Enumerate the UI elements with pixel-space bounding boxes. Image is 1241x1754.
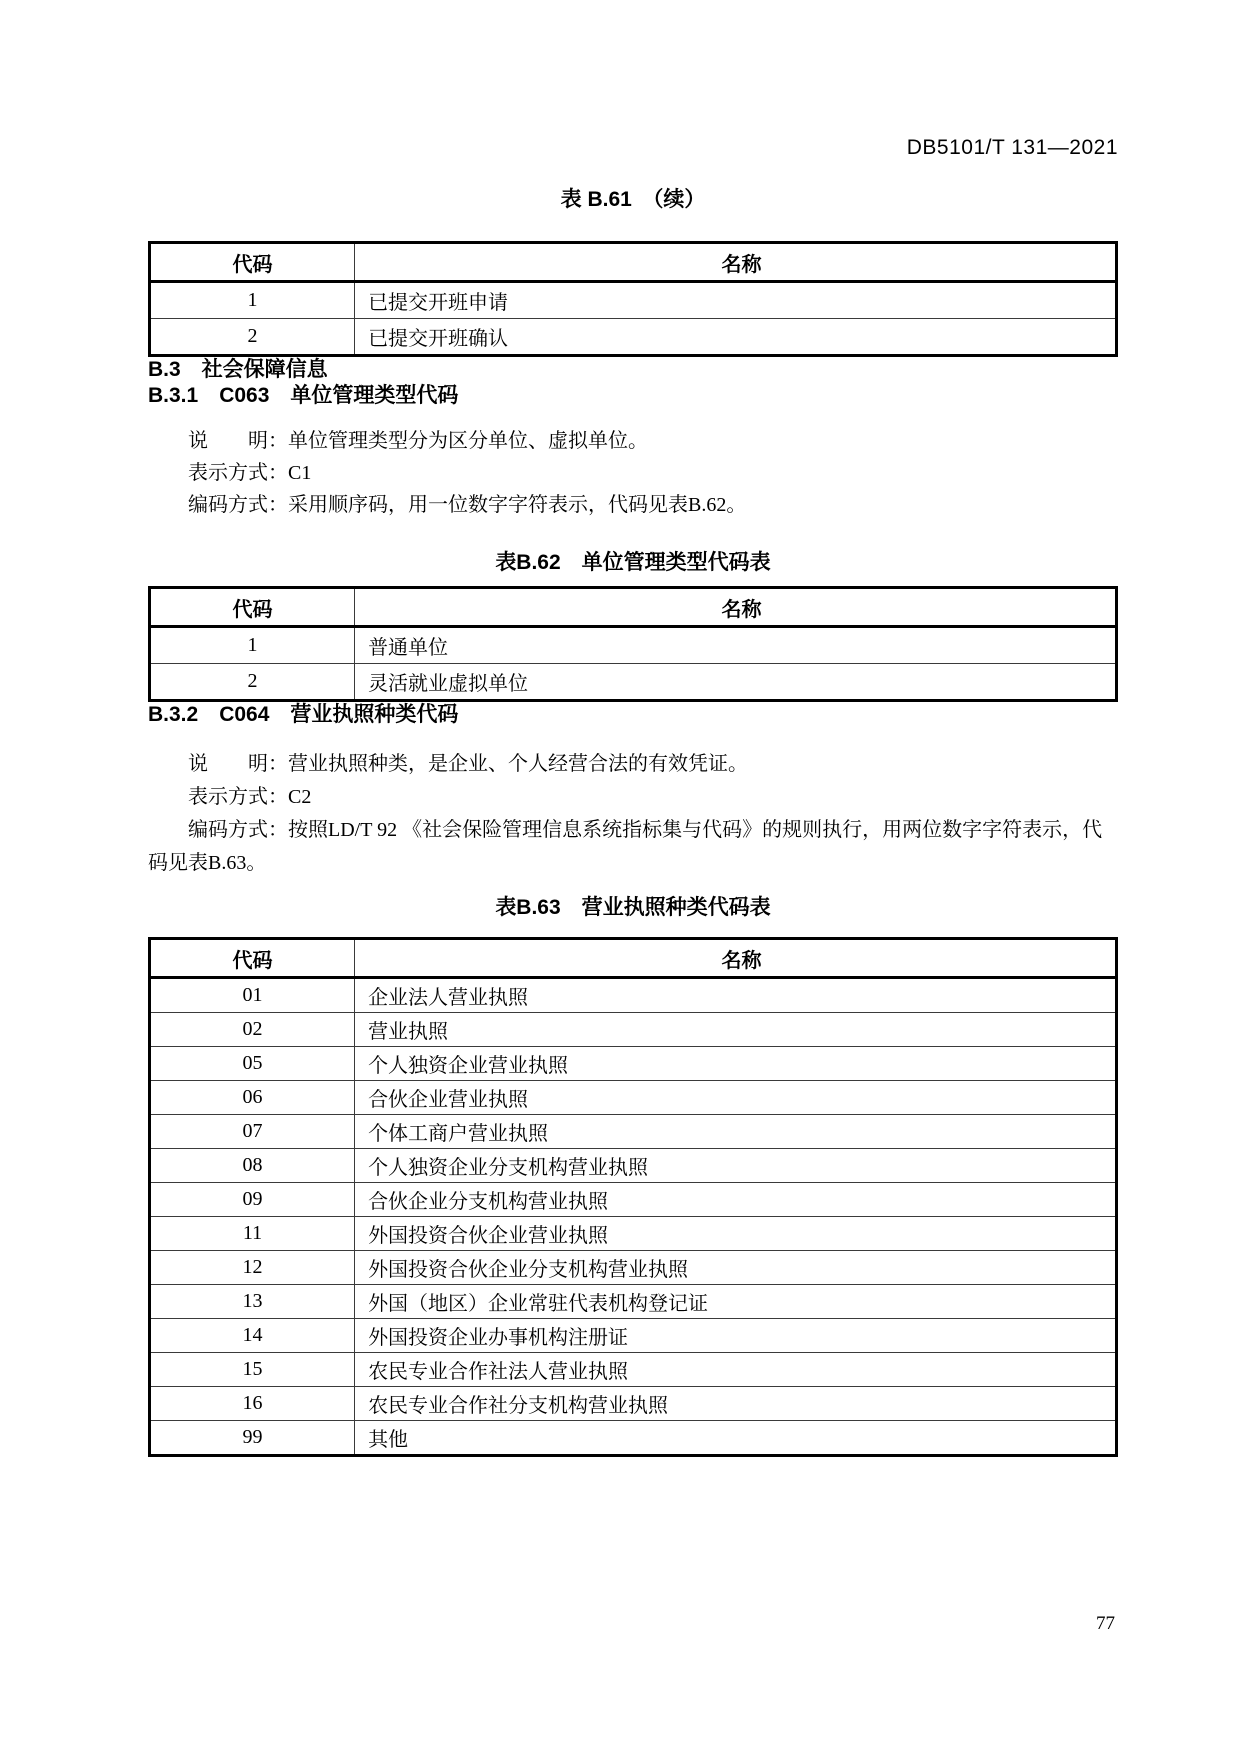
column-header-name: 名称 — [355, 588, 1117, 627]
table-row — [150, 664, 1117, 701]
name-cell: 农民专业合作社法人营业执照 — [355, 1353, 1117, 1387]
table-b62 — [148, 586, 1118, 702]
name-cell: 已提交开班确认 — [355, 319, 1117, 356]
page-number: 77 — [1096, 1613, 1115, 1634]
name-cell: 合伙企业分支机构营业执照 — [355, 1183, 1117, 1217]
table-row — [150, 319, 1117, 356]
table-b63-title: 表B.63 营业执照种类代码表 — [495, 896, 771, 919]
table-b62-title: 表B.62 单位管理类型代码表 — [495, 551, 771, 574]
paragraph-line: 表示方式：C2 — [188, 786, 312, 808]
table-header-row — [150, 243, 1117, 282]
code-cell: 13 — [150, 1285, 355, 1319]
table-row — [150, 1183, 1117, 1217]
name-cell: 个体工商户营业执照 — [355, 1115, 1117, 1149]
table-row — [150, 1319, 1117, 1353]
table-b61 — [148, 241, 1118, 357]
paragraph-line: 说 明：单位管理类型分为区分单位、虚拟单位。 — [188, 430, 648, 452]
name-cell: 农民专业合作社分支机构营业执照 — [355, 1387, 1117, 1421]
table-row — [150, 1217, 1117, 1251]
name-cell: 普通单位 — [368, 637, 449, 659]
section-b32-paragraphs — [148, 748, 1118, 880]
name-cell: 外国投资企业办事机构注册证 — [355, 1319, 1117, 1353]
section-heading-b31: B.3.1 C063 单位管理类型代码 — [148, 384, 459, 407]
code-cell: 09 — [150, 1183, 355, 1217]
code-cell: 11 — [150, 1217, 355, 1251]
paragraph-line: 编码方式：按照LD/T 92 《社会保险管理信息系统指标集与代码》的规则执行，用两位数字字符表示，代码见表B.63。 — [148, 819, 1103, 874]
paragraph-line: 表示方式：C1 — [188, 462, 312, 484]
table-row — [150, 282, 1117, 319]
code-cell: 07 — [150, 1115, 355, 1149]
document-code: DB5101/T 131—2021 — [906, 136, 1118, 159]
paragraph-line: 说 明：营业执照种类，是企业、个人经营合法的有效凭证。 — [188, 753, 748, 775]
code-cell: 2 — [150, 664, 355, 701]
table-row — [150, 1353, 1117, 1387]
table-row — [150, 1285, 1117, 1319]
column-header-code: 代码 — [150, 588, 355, 627]
name-cell: 个人独资企业营业执照 — [355, 1047, 1117, 1081]
name-cell: 灵活就业虚拟单位 — [355, 664, 1117, 701]
code-cell: 08 — [150, 1149, 355, 1183]
code-cell: 05 — [150, 1047, 355, 1081]
name-cell: 外国（地区）企业常驻代表机构登记证 — [355, 1285, 1117, 1319]
code-cell: 12 — [150, 1251, 355, 1285]
name-cell: 外国投资合伙企业分支机构营业执照 — [355, 1251, 1117, 1285]
table-row — [150, 1081, 1117, 1115]
code-cell: 02 — [150, 1013, 355, 1047]
name-cell: 外国投资合伙企业营业执照 — [355, 1217, 1117, 1251]
table-row — [150, 978, 1117, 1013]
table-header-row — [150, 939, 1117, 978]
table-b63-body — [150, 978, 1117, 1456]
table-row — [150, 1115, 1117, 1149]
table-row — [150, 1387, 1117, 1421]
name-cell: 合伙企业营业执照 — [355, 1081, 1117, 1115]
code-cell: 2 — [150, 319, 355, 356]
name-cell: 其他 — [355, 1421, 1117, 1456]
code-cell: 15 — [150, 1353, 355, 1387]
column-header-name: 名称 — [355, 939, 1117, 978]
table-b61-body — [150, 282, 1117, 356]
table-header-row — [150, 588, 1117, 627]
name-cell: 营业执照 — [355, 1013, 1117, 1047]
code-cell: 1 — [150, 282, 355, 319]
paragraph-line: 编码方式：采用顺序码，用一位数字字符表示，代码见表B.62。 — [188, 494, 747, 516]
table-b63 — [148, 937, 1118, 1457]
table-b62-body — [150, 627, 1117, 701]
name-cell: 企业法人营业执照 — [368, 987, 529, 1009]
table-b61-title: 表 B.61 （续） — [560, 188, 706, 211]
column-header-code: 代码 — [150, 243, 355, 282]
code-cell: 16 — [150, 1387, 355, 1421]
table-row — [150, 1047, 1117, 1081]
table-row — [150, 1251, 1117, 1285]
code-cell: 06 — [150, 1081, 355, 1115]
page-content — [148, 0, 1118, 1457]
column-header-code: 代码 — [150, 939, 355, 978]
table-row — [150, 1013, 1117, 1047]
section-b31-paragraphs — [148, 425, 1118, 521]
table-row — [150, 1149, 1117, 1183]
code-cell: 1 — [150, 627, 355, 664]
section-heading-b3: B.3 社会保障信息 — [148, 358, 328, 381]
table-row — [150, 627, 1117, 664]
code-cell: 14 — [150, 1319, 355, 1353]
column-header-name: 名称 — [355, 243, 1117, 282]
name-cell: 个人独资企业分支机构营业执照 — [355, 1149, 1117, 1183]
name-cell: 已提交开班申请 — [368, 292, 509, 314]
table-row — [150, 1421, 1117, 1456]
section-heading-b32: B.3.2 C064 营业执照种类代码 — [148, 703, 459, 726]
code-cell: 99 — [150, 1421, 355, 1456]
code-cell: 01 — [150, 978, 355, 1013]
